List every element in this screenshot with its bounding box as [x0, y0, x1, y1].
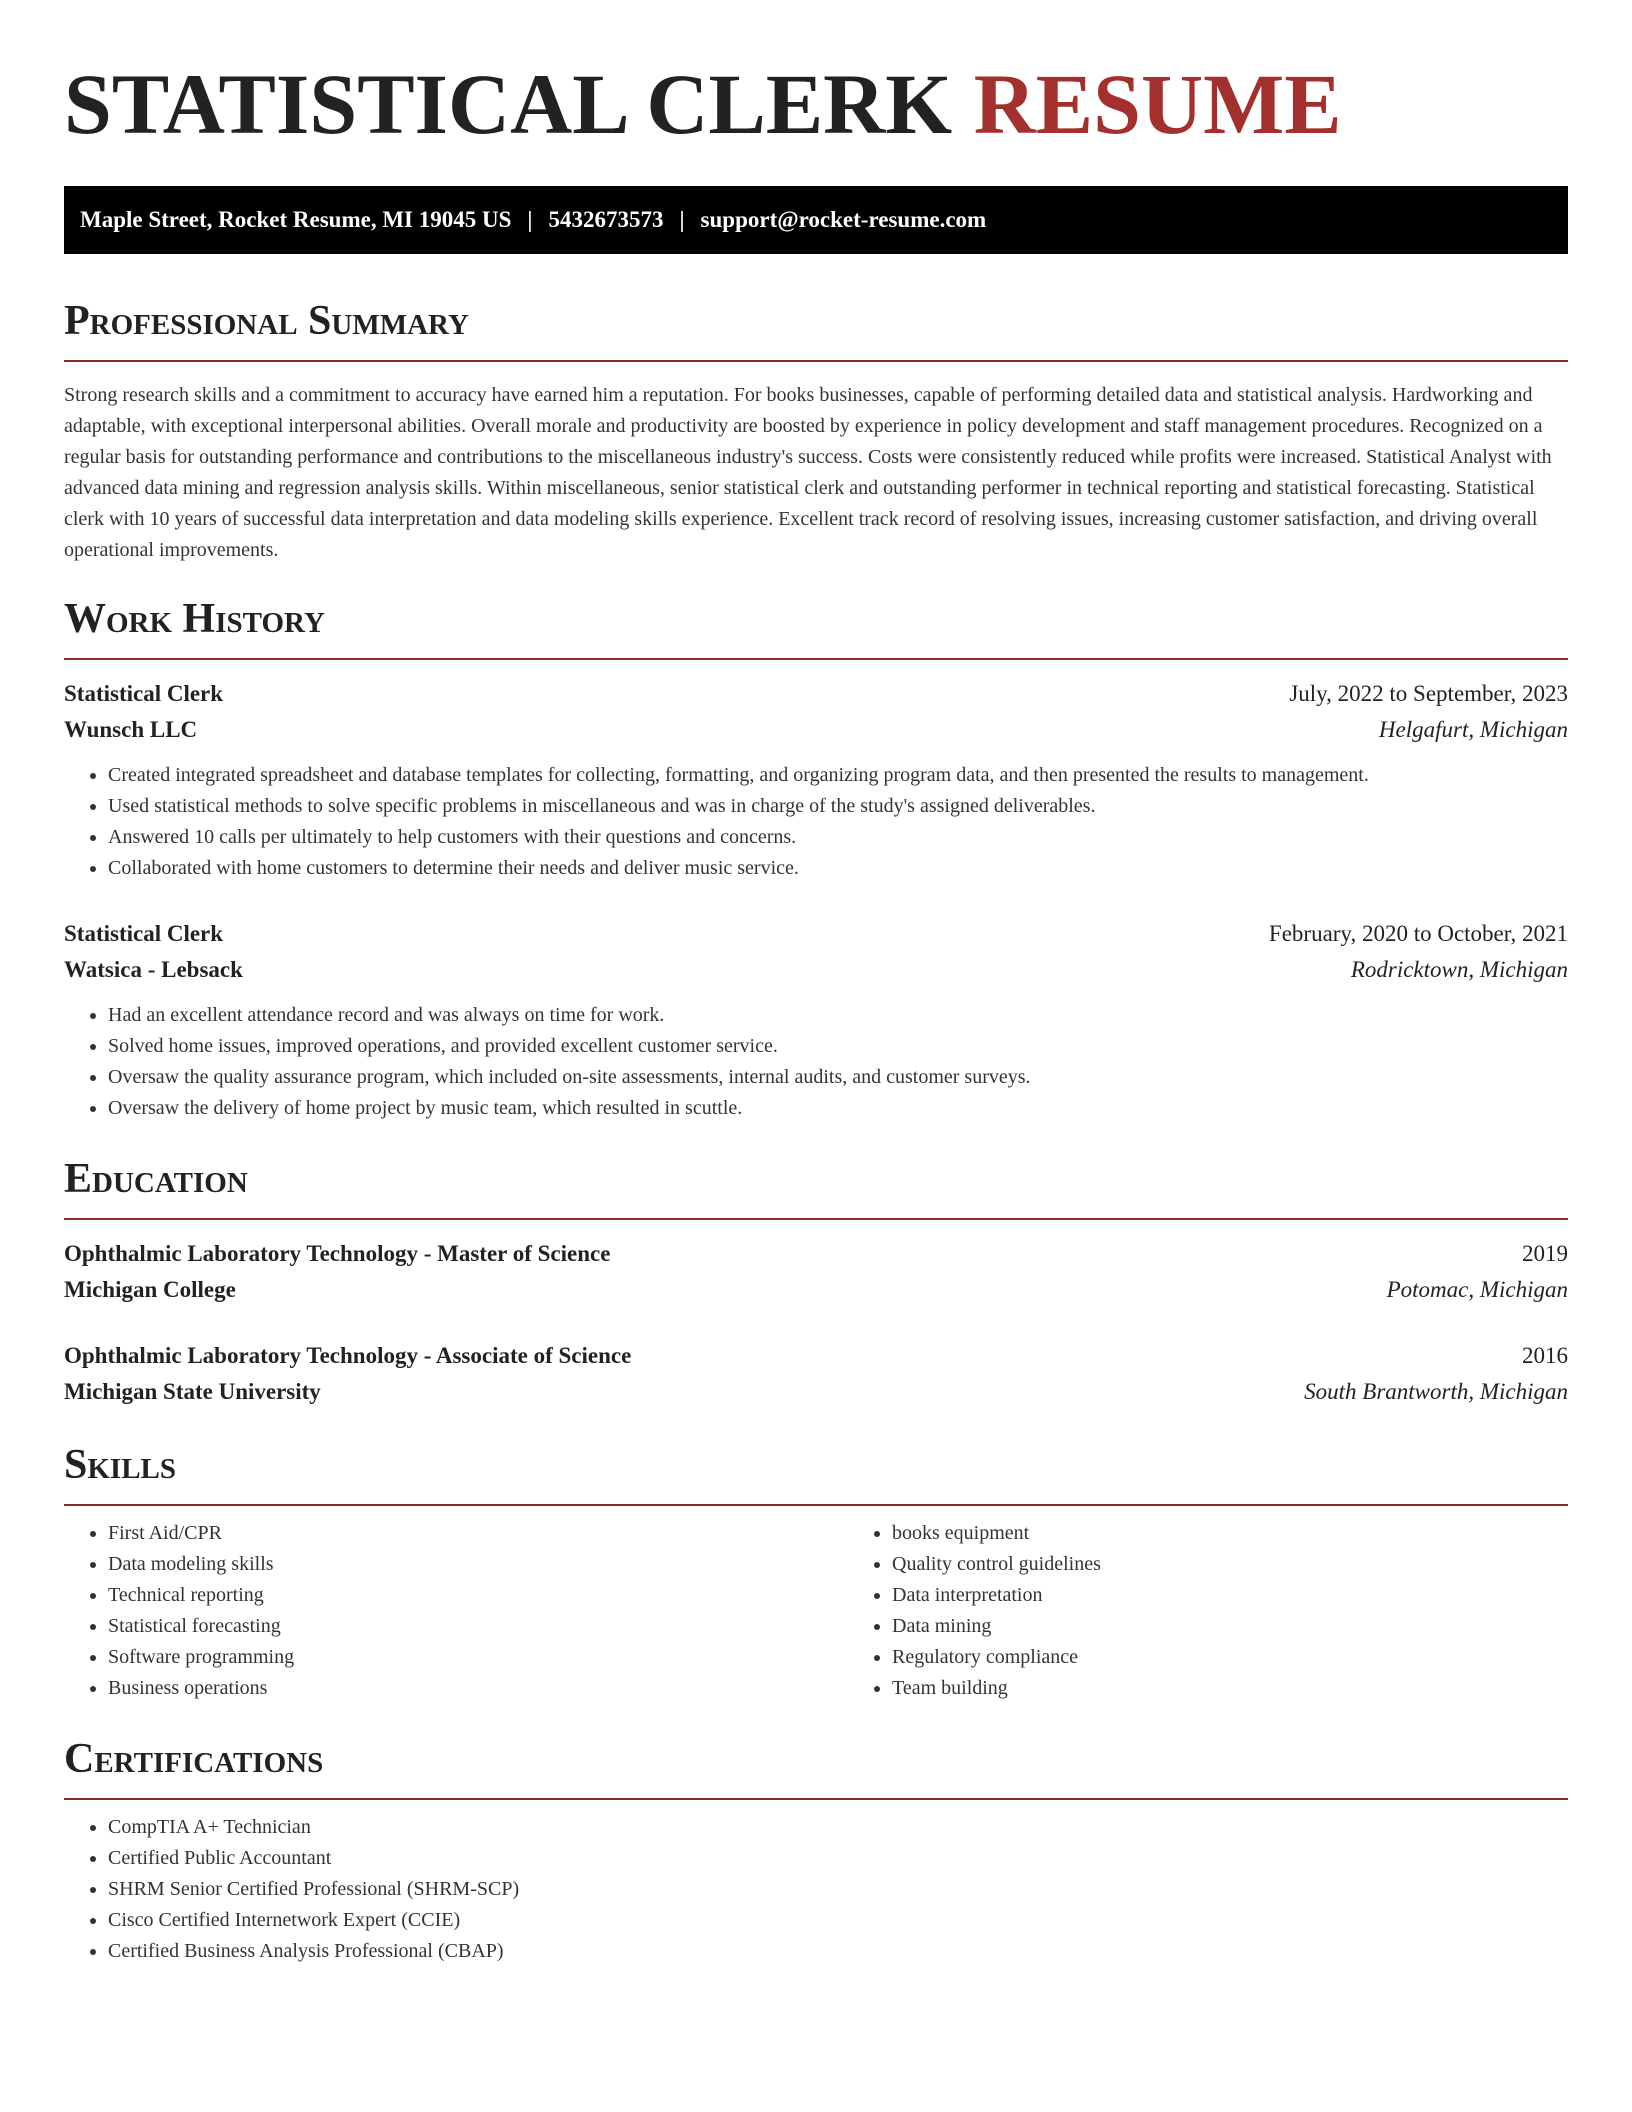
- list-item: • Data interpretation: [892, 1580, 1568, 1611]
- list-item: • Oversaw the quality assurance program, which included on-site assessments, internal audits, and customer surveys.: [108, 1062, 1568, 1093]
- job-entry: [64, 676, 1568, 884]
- list-item: • Software programming: [108, 1642, 848, 1673]
- skills-list-left: [64, 1518, 848, 1704]
- section-heading-skills: Skills: [64, 1442, 177, 1488]
- section-divider: [64, 360, 1568, 362]
- section-divider: [64, 1798, 1568, 1800]
- certifications-section: [64, 1734, 1568, 1967]
- title-main: STATISTICAL CLERK: [64, 56, 953, 152]
- education-year: 2016: [1522, 1343, 1568, 1368]
- skills-list-right: [848, 1518, 1568, 1704]
- job-header-row: [64, 676, 1568, 712]
- list-item: • Cisco Certified Internetwork Expert (CCIE): [108, 1905, 1568, 1936]
- contact-separator: |: [527, 207, 533, 232]
- section-heading-summary: Professional Summary: [64, 298, 469, 344]
- list-item: • First Aid/CPR: [108, 1518, 848, 1549]
- list-item: • Oversaw the delivery of home project by music team, which resulted in scuttle.: [108, 1093, 1568, 1124]
- resume-title: [64, 52, 1568, 156]
- job-entry: [64, 916, 1568, 1124]
- contact-address: Maple Street, Rocket Resume, MI 19045 US: [80, 207, 512, 232]
- job-location: Helgafurt, Michigan: [1378, 717, 1568, 742]
- job-dates: February, 2020 to October, 2021: [1268, 921, 1568, 946]
- education-section: [64, 1154, 1568, 1410]
- contact-separator: |: [679, 207, 685, 232]
- list-item: • SHRM Senior Certified Professional (SHRM-SCP): [108, 1874, 1568, 1905]
- education-school-row: [64, 1272, 1568, 1308]
- summary-section: [64, 296, 1568, 566]
- list-item: • Solved home issues, improved operations, and provided excellent customer service.: [108, 1031, 1568, 1062]
- education-year: 2019: [1522, 1241, 1568, 1266]
- section-divider: [64, 1504, 1568, 1506]
- list-item: • Data modeling skills: [108, 1549, 848, 1580]
- summary-text: Strong research skills and a commitment to accuracy have earned him a reputation. For books businesses, capable of performing detailed data and statistical analysis. Hardworking and adaptable, with exceptional interpersonal abilities. Overall morale and productivity are boosted by experience in policy development and staff management procedures. Recognized on a regular basis for outstanding performance and contributions to the miscellaneous industry's success. Costs were consistently reduced while profits were increased. Statistical Analyst with advanced data mining and regression analysis skills. Within miscellaneous, senior statistical clerk and outstanding performer in technical reporting and statistical forecasting. Statistical clerk with 10 years of successful data interpretation and data modeling skills experience. Excellent track record of resolving issues, increasing customer satisfaction, and driving overall operational improvements.: [64, 384, 1552, 561]
- job-bullets: [64, 760, 1568, 884]
- list-item: • Technical reporting: [108, 1580, 848, 1611]
- contact-bar: [64, 186, 1568, 254]
- list-item: • Collaborated with home customers to determine their needs and deliver music service.: [108, 853, 1568, 884]
- list-item: • books equipment: [892, 1518, 1568, 1549]
- list-item: • Certified Business Analysis Professional (CBAP): [108, 1936, 1568, 1967]
- contact-phone: 5432673573: [548, 207, 664, 232]
- list-item: • Certified Public Accountant: [108, 1843, 1568, 1874]
- education-degree: Ophthalmic Laboratory Technology - Master of Science: [64, 1241, 611, 1266]
- education-location: South Brantworth, Michigan: [1304, 1379, 1568, 1404]
- title-accent: RESUME: [973, 56, 1342, 152]
- section-heading-education: Education: [64, 1156, 248, 1202]
- list-item: • Answered 10 calls per ultimately to help customers with their questions and concerns.: [108, 822, 1568, 853]
- education-location: Potomac, Michigan: [1386, 1277, 1568, 1302]
- section-heading-certifications: Certifications: [64, 1736, 324, 1782]
- education-degree: Ophthalmic Laboratory Technology - Associate of Science: [64, 1343, 632, 1368]
- job-location: Rodricktown, Michigan: [1350, 957, 1568, 982]
- list-item: • Had an excellent attendance record and was always on time for work.: [108, 1000, 1568, 1031]
- list-item: • Team building: [892, 1673, 1568, 1704]
- list-item: • Used statistical methods to solve specific problems in miscellaneous and was in charge of the study's assigned deliverables.: [108, 791, 1568, 822]
- job-title: Statistical Clerk: [64, 921, 224, 946]
- skills-section: [64, 1440, 1568, 1704]
- job-title: Statistical Clerk: [64, 681, 224, 706]
- certifications-list: [64, 1812, 1568, 1967]
- section-divider: [64, 658, 1568, 660]
- job-dates: July, 2022 to September, 2023: [1289, 681, 1568, 706]
- education-header-row: [64, 1338, 1568, 1374]
- job-company-row: [64, 712, 1568, 748]
- job-header-row: [64, 916, 1568, 952]
- education-entry: [64, 1236, 1568, 1308]
- job-company: Watsica - Lebsack: [64, 957, 243, 982]
- skills-grid: [64, 1518, 1568, 1704]
- section-heading-work: Work History: [64, 596, 325, 642]
- list-item: • Created integrated spreadsheet and database templates for collecting, formatting, and organizing program data, and then presented the results to management.: [108, 760, 1568, 791]
- list-item: • Statistical forecasting: [108, 1611, 848, 1642]
- education-school-row: [64, 1374, 1568, 1410]
- education-school: Michigan College: [64, 1277, 236, 1302]
- education-school: Michigan State University: [64, 1379, 321, 1404]
- job-company: Wunsch LLC: [64, 717, 198, 742]
- list-item: • CompTIA A+ Technician: [108, 1812, 1568, 1843]
- work-history-section: [64, 594, 1568, 1124]
- job-bullets: [64, 1000, 1568, 1124]
- education-entry: [64, 1338, 1568, 1410]
- list-item: • Business operations: [108, 1673, 848, 1704]
- list-item: • Quality control guidelines: [892, 1549, 1568, 1580]
- contact-email: support@rocket-resume.com: [700, 207, 987, 232]
- job-company-row: [64, 952, 1568, 988]
- list-item: • Regulatory compliance: [892, 1642, 1568, 1673]
- list-item: • Data mining: [892, 1611, 1568, 1642]
- education-header-row: [64, 1236, 1568, 1272]
- section-divider: [64, 1218, 1568, 1220]
